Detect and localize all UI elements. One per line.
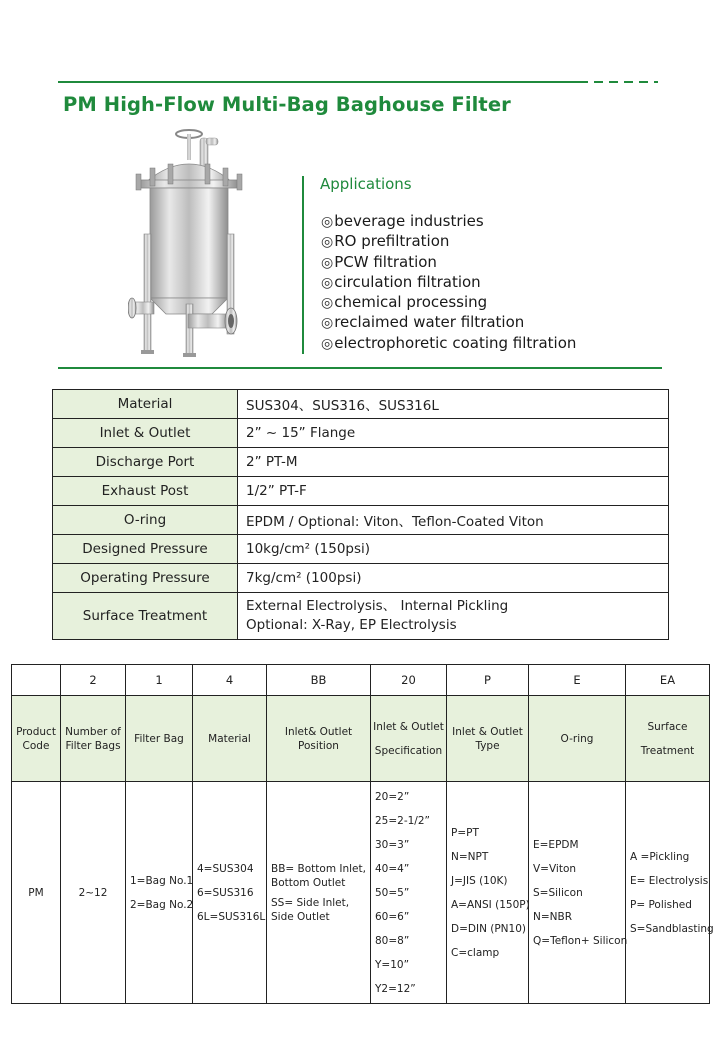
header-cell: Inlet& Outlet Position [267, 696, 371, 782]
applications-list [321, 212, 576, 354]
material-cell: 4=SUS304 6=SUS316 6L=SUS316L [193, 782, 267, 1004]
list-item: ◎chemical processing [321, 293, 488, 312]
bullet-icon: ◎ [321, 335, 334, 352]
header-cell: Inlet & Outlet Specification [371, 696, 447, 782]
list-item: ◎reclaimed water filtration [321, 313, 525, 332]
spec-value: SUS304、SUS316、SUS316L [238, 390, 669, 419]
spec-value: EPDM / Optional: Viton、Teflon-Coated Viton [238, 506, 669, 535]
bullet-icon: ◎ [321, 234, 334, 251]
spec-value: 10kg/cm² (150psi) [238, 535, 669, 564]
code-cell [12, 665, 61, 696]
header-cell: O-ring [529, 696, 626, 782]
spec-label: Surface Treatment [53, 593, 238, 640]
spec-value: 2” ~ 15” Flange [238, 419, 669, 448]
spec-value: 2” PT-M [238, 448, 669, 477]
spec-label: Exhaust Post [53, 477, 238, 506]
applications-heading: Applications [320, 175, 412, 193]
table-row [53, 448, 669, 477]
spec-value: 7kg/cm² (100psi) [238, 564, 669, 593]
list-item: ◎beverage industries [321, 212, 484, 230]
list-item: ◎RO prefiltration [321, 232, 450, 251]
header-cell: Inlet & Outlet Type [447, 696, 529, 782]
header-cell: Filter Bag [126, 696, 193, 782]
oring-cell: E=EPDM V=Viton S=Silicon N=NBR Q=Teflon+ Silicon [529, 782, 626, 1004]
code-cell: 1 [126, 665, 193, 696]
bullet-icon: ◎ [321, 274, 334, 291]
spec-label: Operating Pressure [53, 564, 238, 593]
code-cell: 2 [61, 665, 126, 696]
spec-label: O-ring [53, 506, 238, 535]
applications-divider [302, 176, 304, 354]
header-cell: Product Code [12, 696, 61, 782]
spec-value-line: External Electrolysis、 Internal Pickling [246, 598, 509, 614]
spec-label: Discharge Port [53, 448, 238, 477]
header-cell: Number of Filter Bags [61, 696, 126, 782]
page-title: PM High-Flow Multi-Bag Baghouse Filter [63, 93, 511, 116]
bullet-icon: ◎ [321, 315, 334, 332]
list-item: ◎PCW filtration [321, 252, 437, 271]
spec-label: Inlet & Outlet [53, 419, 238, 448]
section-rule [58, 367, 662, 369]
table-row [12, 665, 710, 696]
spec-value [238, 593, 669, 640]
top-dashed-rule [594, 81, 658, 83]
position-cell: BB= Bottom Inlet, Bottom Outlet SS= Side Inlet, Side Outlet [267, 782, 371, 1004]
table-row [53, 419, 669, 448]
table-row [53, 564, 669, 593]
bag-count-cell: 2~12 [61, 782, 126, 1004]
type-cell: P=PT N=NPT J=JIS (10K) A=ANSI (150P) D=DIN (PN10) C=clamp [447, 782, 529, 1004]
specification-cell: 20=2” 25=2-1/2” 30=3” 40=4” 50=5” 60=6” 80=8” Y=10” Y2=12” [371, 782, 447, 1004]
table-row [53, 593, 669, 640]
code-cell: 4 [193, 665, 267, 696]
bullet-icon: ◎ [321, 295, 334, 312]
bullet-icon: ◎ [321, 254, 334, 271]
list-item: ◎circulation filtration [321, 272, 481, 291]
top-rule [58, 81, 588, 83]
code-cell: EA [626, 665, 710, 696]
table-row [53, 477, 669, 506]
header-cell: Surface Treatment [626, 696, 710, 782]
spec-table [52, 389, 669, 640]
code-cell: E [529, 665, 626, 696]
code-cell: P [447, 665, 529, 696]
list-item: ◎electrophoretic coating filtration [321, 333, 577, 352]
table-row [53, 535, 669, 564]
surface-cell: A =Pickling E= Electrolysis P= Polished S=Sandblasting [626, 782, 710, 1004]
table-row [53, 506, 669, 535]
product-code-cell: PM [12, 782, 61, 1004]
table-row [12, 782, 710, 1004]
filter-bag-cell: 1=Bag No.1 2=Bag No.2 [126, 782, 193, 1004]
ordering-code-table [11, 664, 714, 1004]
spec-label: Material [53, 390, 238, 419]
table-row [53, 390, 669, 419]
filter-housing-image [128, 124, 250, 358]
spec-value: 1/2” PT-F [238, 477, 669, 506]
code-cell: BB [267, 665, 371, 696]
code-cell: 20 [371, 665, 447, 696]
spec-value-line: Optional: X-Ray, EP Electrolysis [246, 617, 457, 633]
bullet-icon: ◎ [321, 214, 334, 230]
table-row [12, 696, 710, 782]
spec-label: Designed Pressure [53, 535, 238, 564]
header-cell: Material [193, 696, 267, 782]
